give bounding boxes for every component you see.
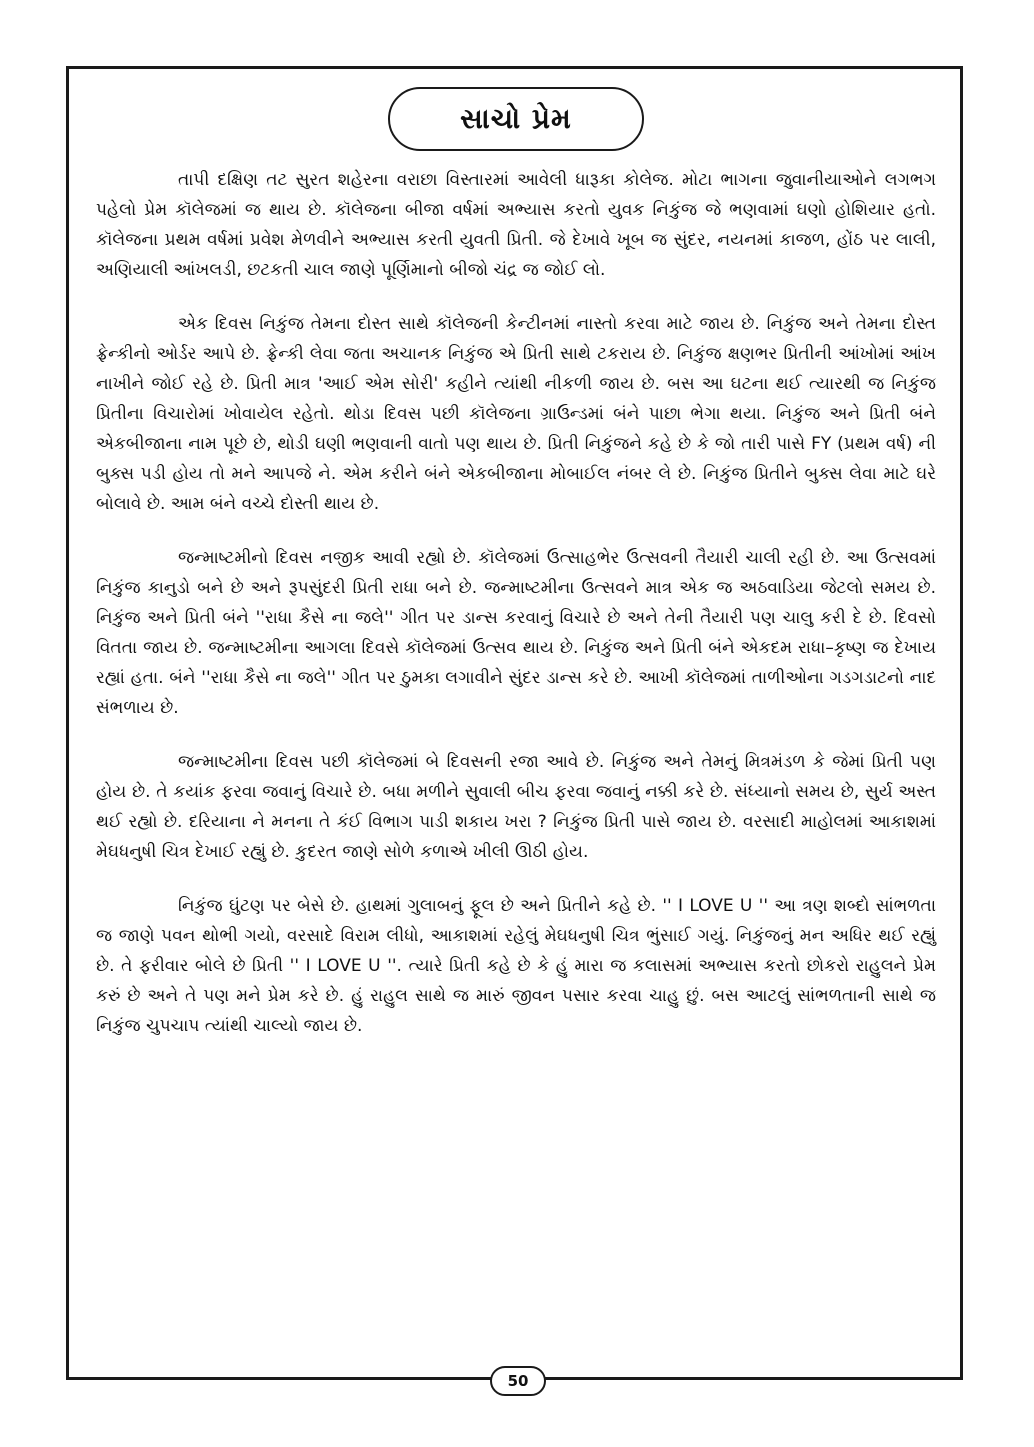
title-badge [388,87,644,151]
paragraph-4: જન્માષ્ટમીના દિવસ પછી કૉલેજમાં બે દિવસની રજા આવે છે. નિકુંજ અને તેમનું મિત્રમંડળ કે જેમાં પ્રિતી પણ હોય છે. તે કયાંક ફરવા જવાનું વિચારે છે. બધા મળીને સુવાલી બીચ ફરવા જવાનું નક્કી કરે છે. સંધ્યાનો સમય છે, સુર્ય અસ્ત થઈ રહ્યો છે. દરિયાના ને મનના તે કંઈ વિભાગ પાડી શકાય ખરા ? નિકુંજ પ્રિતી પાસે જાય છે. વરસાદી માહોલમાં આકાશમાં મેઘધનુષી ચિત્ર દેખાઈ રહ્યું છે. કુદરત જાણે સોળે કળાએ ખીલી ઊઠી હોય. [96,752,936,862]
paragraph-1: તાપી દક્ષિણ તટ સુરત શહેરના વરાછા વિસ્તારમાં આવેલી ધારૂકા કોલેજ. મોટા ભાગના જુવાનીયાઓને લગભગ પહેલો પ્રેમ કૉલેજમાં જ થાય છે. કૉલેજના બીજા વર્ષમાં અભ્યાસ કરતો યુવક નિકુંજ જે ભણવામાં ઘણો હોશિયાર હતો. કૉલેજના પ્રથમ વર્ષમાં પ્રવેશ મેળવીને અભ્યાસ કરતી યુવતી પ્રિતી. જે દેખાવે ખૂબ જ સુંદર, નયનમાં કાજળ, હોંઠ પર લાલી, અણિયાલી આંખલડી, છટકતી ચાલ જાણે પૂર્ણિમાનો બીજો ચંદ્ર જ જોઈ લો. [96,170,936,280]
page-number-badge [490,1366,546,1396]
paragraph-5: નિકુંજ ઘુંટણ પર બેસે છે. હાથમાં ગુલાબનું ફૂલ છે અને પ્રિતીને કહે છે. '' I LOVE U '' આ ત્રણ શબ્દો સાંભળતા જ જાણે પવન થોભી ગયો, વરસાદે વિરામ લીધો, આકાશમાં રહેલું મેઘધનુષી ચિત્ર ભુંસાઈ ગયું. નિકુંજનું મન અધિર થઈ રહ્યું છે. તે ફરીવાર બોલે છે પ્રિતી '' I LOVE U ''. ત્યારે પ્રિતી કહે છે કે હું મારા જ કલાસમાં અભ્યાસ કરતો છોકરો રાહુલને પ્રેમ કરું છે અને તે પણ મને પ્રેમ કરે છે. હું રાહુલ સાથે જ મારું જીવન પસાર કરવા ચાહુ છું. બસ આટલું સાંભળતાની સાથે જ નિકુંજ ચુપચાપ ત્યાંથી ચાલ્યો જાય છે. [96,896,936,1036]
paragraph-2: એક દિવસ નિકુંજ તેમના દોસ્ત સાથે કૉલેજની કેન્ટીનમાં નાસ્તો કરવા માટે જાય છે. નિકુંજ અને તેમના દોસ્ત ફ્રેન્કીનો ઓર્ડર આપે છે. ફ્રેન્કી લેવા જતા અચાનક નિકુંજ એ પ્રિતી સાથે ટકરાય છે. નિકુંજ ક્ષણભર પ્રિતીની આંખોમાં આંખ નાખીને જોઈ રહે છે. પ્રિતી માત્ર 'આઈ એમ સોરી' કહીને ત્યાંથી નીકળી જાય છે. બસ આ ઘટના થઈ ત્યારથી જ નિકુંજ પ્રિતીના વિચારોમાં ખોવાયેલ રહેતો. થોડા દિવસ પછી કૉલેજના ગ્રાઉન્ડમાં બંને પાછા ભેગા થયા. નિકુંજ અને પ્રિતી બંને એકબીજાના નામ પૂછે છે, થોડી ઘણી ભણવાની વાતો પણ થાય છે. પ્રિતી નિકુંજને કહે છે કે જો તારી પાસે FY (પ્રથમ વર્ષ) ની બુક્સ પડી હોય તો મને આપજે ને. એમ કરીને બંને એકબીજાના મોબાઈલ નંબર લે છે. નિકુંજ પ્રિતીને બુક્સ લેવા માટે ઘરે બોલાવે છે. આમ બંને વચ્ચે દોસ્તી થાય છે. [96,314,937,514]
story-title: સાચો પ્રેમ [460,102,572,135]
story-body [96,165,936,1345]
page-number: 50 [507,1372,529,1390]
paragraph-3: જન્માષ્ટમીનો દિવસ નજીક આવી રહ્યો છે. કૉલેજમાં ઉત્સાહભેર ઉત્સવની તૈયારી ચાલી રહી છે. આ ઉત્સવમાં નિકુંજ કાનુડો બને છે અને રૂપસુંદરી પ્રિતી રાધા બને છે. જન્માષ્ટમીના ઉત્સવને માત્ર એક જ અઠવાડિયા જેટલો સમય છે. નિકુંજ અને પ્રિતી બંને ''રાધા કૈસે ના જલે'' ગીત પર ડાન્સ કરવાનું વિચારે છે અને તેની તૈયારી પણ ચાલુ કરી દે છે. દિવસો વિતતા જાય છે. જન્માષ્ટમીના આગલા દિવસે કૉલેજમાં ઉત્સવ થાય છે. નિકુંજ અને પ્રિતી બંને એકદમ રાધા–કૃષ્ણ જ દેખાય રહ્યાં હતા. બંને ''રાધા કૈસે ના જલે'' ગીત પર ઠુમકા લગાવીને સુંદર ડાન્સ કરે છે. આખી કૉલેજમાં તાળીઓના ગડગડાટનો નાદ સંભળાય છે. [96,548,936,718]
